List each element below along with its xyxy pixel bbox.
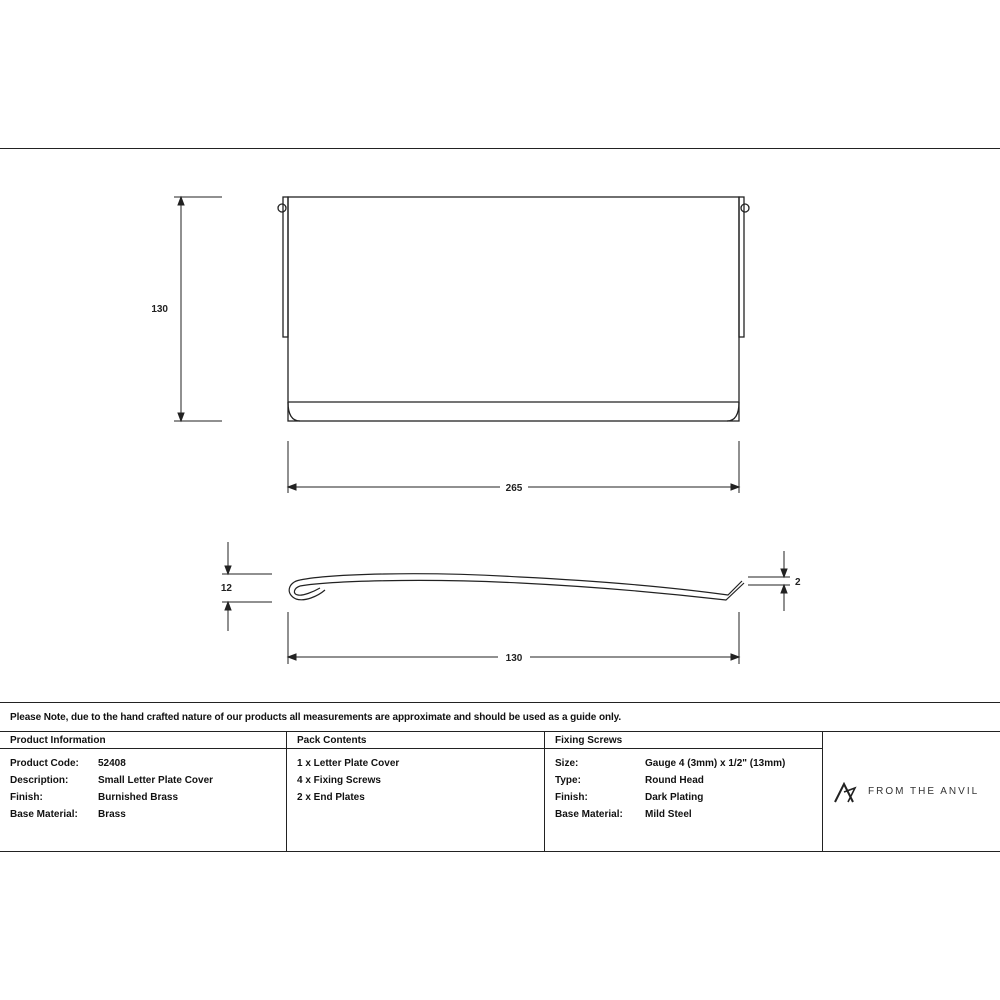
measurement-note: Please Note, due to the hand crafted nature of our products all measurements are approximate and should be used as a guide only. — [0, 702, 1000, 732]
fixing-screws-heading: Fixing Screws — [545, 732, 822, 749]
product-info-heading: Product Information — [0, 732, 286, 749]
width-dim-label: 265 — [505, 483, 523, 494]
brand-name: FROM THE ANVIL — [868, 786, 980, 797]
table-row: Type: Round Head — [555, 775, 704, 786]
list-item: 1 x Letter Plate Cover — [297, 758, 400, 769]
tip-dim-label: 2 — [795, 577, 801, 588]
left-pin-icon — [278, 204, 286, 212]
right-pin-icon — [741, 204, 749, 212]
table-row: Base Material: Brass — [10, 809, 126, 820]
depth-dim-label: 130 — [505, 653, 523, 664]
technical-drawing — [0, 149, 1000, 702]
height-dim-label: 130 — [151, 304, 168, 315]
fixing-screws-section — [545, 731, 823, 852]
brand-block — [823, 731, 1000, 852]
drawing-sheet — [0, 148, 1000, 852]
table-row: Finish: Burnished Brass — [10, 792, 179, 803]
tip-dimension — [748, 551, 790, 611]
pack-contents-heading: Pack Contents — [287, 732, 544, 749]
table-row: Finish: Dark Plating — [555, 792, 704, 803]
anvil-a-logo-icon — [833, 782, 857, 804]
height-dimension — [174, 197, 222, 421]
front-view — [278, 197, 749, 421]
side-profile — [289, 574, 744, 600]
pack-contents-section — [287, 731, 545, 852]
table-row: Product Code: 52408 — [10, 758, 126, 769]
spec-table — [0, 731, 1000, 852]
right-hinge-edge — [739, 197, 744, 337]
table-row: Base Material: Mild Steel — [555, 809, 692, 820]
table-row: Description: Small Letter Plate Cover — [10, 775, 214, 786]
left-hinge-edge — [283, 197, 288, 337]
plate-outline — [288, 197, 739, 421]
list-item: 2 x End Plates — [297, 792, 365, 803]
product-info-section — [0, 731, 287, 852]
list-item: 4 x Fixing Screws — [297, 775, 381, 786]
table-row: Size: Gauge 4 (3mm) x 1/2" (13mm) — [555, 758, 786, 769]
thickness-dim-label: 12 — [220, 583, 232, 594]
